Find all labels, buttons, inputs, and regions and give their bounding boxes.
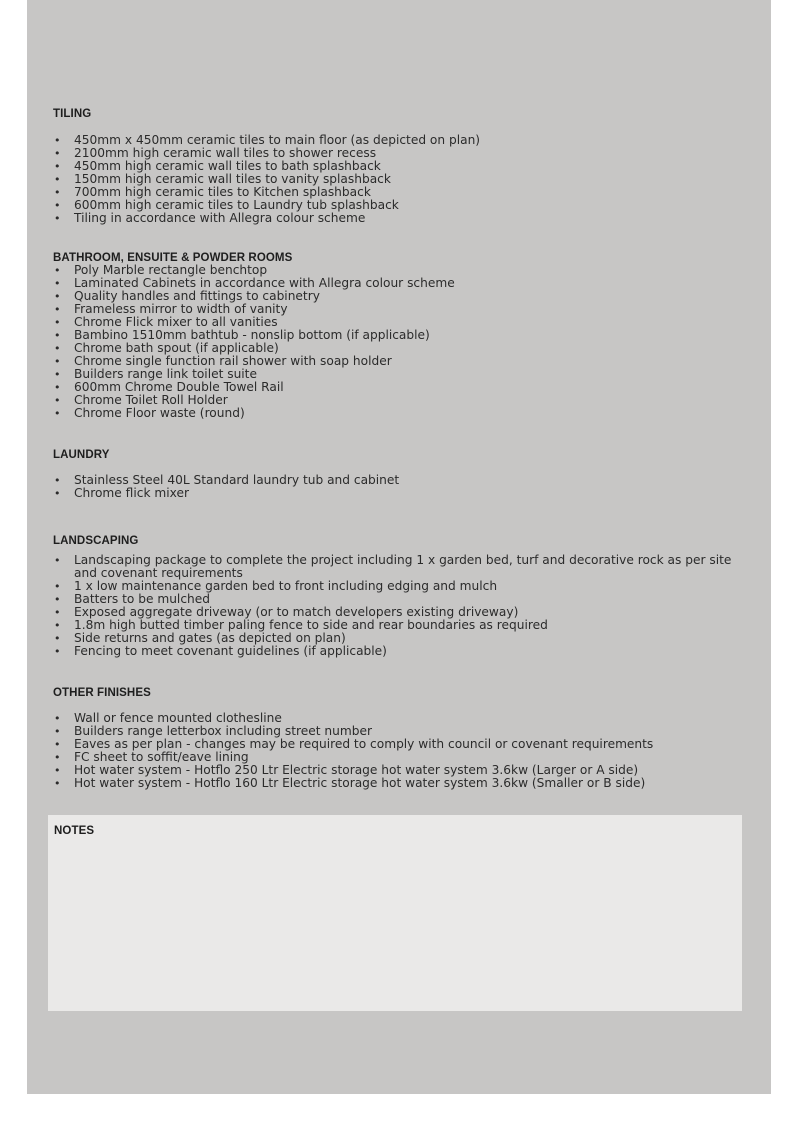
list-item: • Tiling in accordance with Allegra colour scheme bbox=[53, 212, 753, 225]
list-item: • 450mm x 450mm ceramic tiles to main floor (as depicted on plan) bbox=[53, 134, 753, 147]
list-item: • FC sheet to soffit/eave lining bbox=[53, 751, 753, 764]
section-bathroom bbox=[53, 252, 753, 420]
list-item: • 2100mm high ceramic wall tiles to shower recess bbox=[53, 147, 753, 160]
list-item: • Landscaping package to complete the project including 1 x garden bed, turf and decorative rock as per site and covenant requirements bbox=[53, 554, 753, 580]
list-item: • 1.8m high butted timber paling fence to side and rear boundaries as required bbox=[53, 619, 753, 632]
item-list bbox=[53, 134, 753, 225]
list-item: • Builders range letterbox including street number bbox=[53, 725, 753, 738]
list-item: • Bambino 1510mm bathtub - nonslip bottom (if applicable) bbox=[53, 329, 753, 342]
list-item: • 150mm high ceramic wall tiles to vanity splashback bbox=[53, 173, 753, 186]
item-list bbox=[53, 712, 753, 790]
list-item: • Exposed aggregate driveway (or to match developers existing driveway) bbox=[53, 606, 753, 619]
list-item: • Fencing to meet covenant guidelines (if applicable) bbox=[53, 645, 753, 658]
list-item: • Laminated Cabinets in accordance with Allegra colour scheme bbox=[53, 277, 753, 290]
list-item: • Quality handles and fittings to cabinetry bbox=[53, 290, 753, 303]
list-item: • Frameless mirror to width of vanity bbox=[53, 303, 753, 316]
section-heading: LAUNDRY bbox=[53, 449, 110, 461]
section-laundry bbox=[53, 449, 753, 500]
list-item: • Chrome single function rail shower with soap holder bbox=[53, 355, 753, 368]
list-item: • Side returns and gates (as depicted on plan) bbox=[53, 632, 753, 645]
section-other-finishes bbox=[53, 687, 753, 790]
list-item: • Wall or fence mounted clothesline bbox=[53, 712, 753, 725]
notes-heading: NOTES bbox=[54, 825, 95, 837]
list-item: • Builders range link toilet suite bbox=[53, 368, 753, 381]
section-heading: OTHER FINISHES bbox=[53, 687, 151, 699]
list-item: • Chrome bath spout (if applicable) bbox=[53, 342, 753, 355]
item-list bbox=[53, 264, 753, 420]
list-item: • Chrome Flick mixer to all vanities bbox=[53, 316, 753, 329]
section-tiling bbox=[53, 108, 753, 225]
item-list bbox=[53, 554, 753, 658]
list-item: • 600mm Chrome Double Towel Rail bbox=[53, 381, 753, 394]
item-list bbox=[53, 474, 753, 500]
list-item: • Chrome flick mixer bbox=[53, 487, 753, 500]
section-landscaping bbox=[53, 535, 753, 658]
list-item: • Hot water system - Hotflo 250 Ltr Electric storage hot water system 3.6kw (Larger or A side) bbox=[53, 764, 753, 777]
list-item: • 1 x low maintenance garden bed to front including edging and mulch bbox=[53, 580, 753, 593]
list-item: • Poly Marble rectangle benchtop bbox=[53, 264, 753, 277]
section-heading: LANDSCAPING bbox=[53, 535, 139, 547]
list-item: • 450mm high ceramic wall tiles to bath splashback bbox=[53, 160, 753, 173]
list-item: • Chrome Floor waste (round) bbox=[53, 407, 753, 420]
list-item: • Hot water system - Hotflo 160 Ltr Electric storage hot water system 3.6kw (Smaller or B side) bbox=[53, 777, 753, 790]
section-heading: BATHROOM, ENSUITE & POWDER ROOMS bbox=[53, 252, 293, 264]
notes-box bbox=[48, 815, 742, 1011]
list-item: • Chrome Toilet Roll Holder bbox=[53, 394, 753, 407]
list-item: • Eaves as per plan - changes may be required to comply with council or covenant requirements bbox=[53, 738, 753, 751]
list-item: • 700mm high ceramic tiles to Kitchen splashback bbox=[53, 186, 753, 199]
list-item: • Stainless Steel 40L Standard laundry tub and cabinet bbox=[53, 474, 753, 487]
list-item: • 600mm high ceramic tiles to Laundry tub splashback bbox=[53, 199, 753, 212]
section-heading: TILING bbox=[53, 108, 92, 120]
list-item: • Batters to be mulched bbox=[53, 593, 753, 606]
